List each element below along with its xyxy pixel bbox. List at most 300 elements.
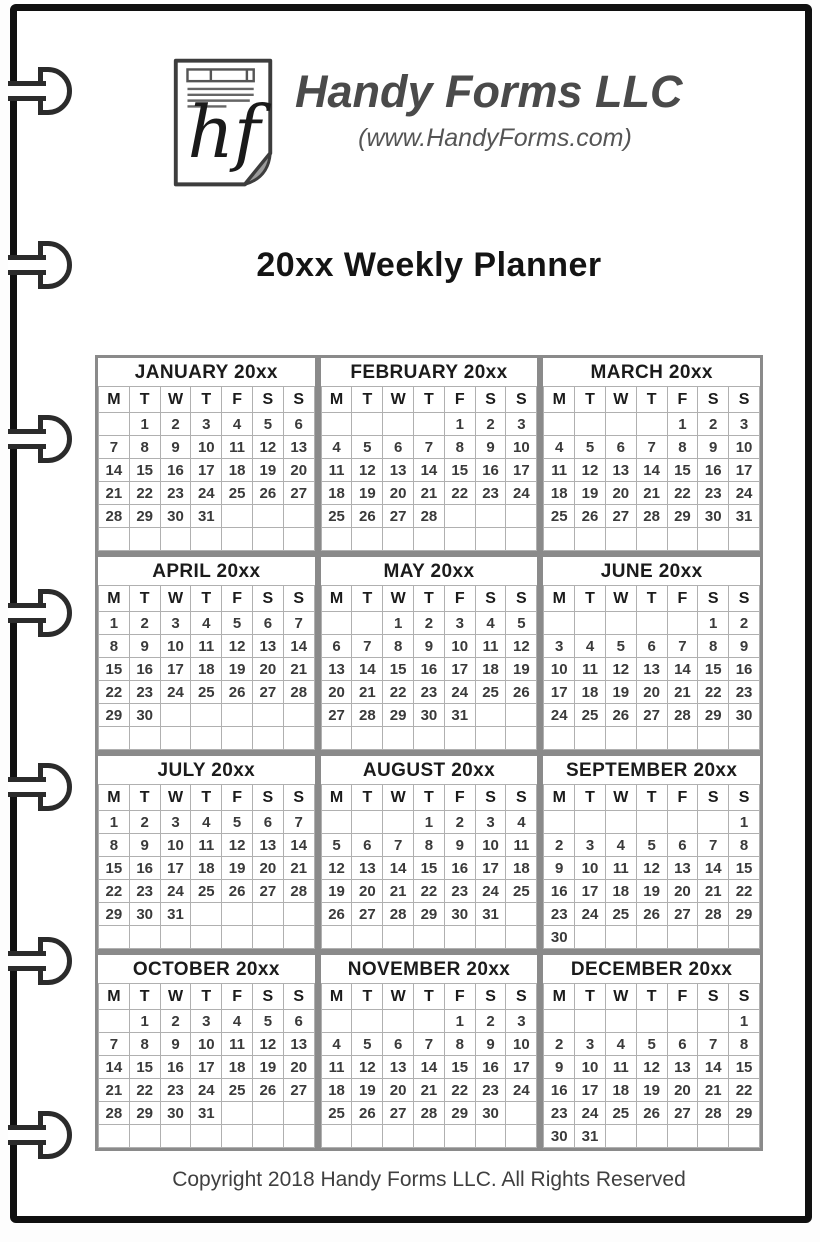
day-cell — [283, 704, 314, 727]
month-title: OCTOBER 20xx — [132, 959, 280, 980]
day-cell — [352, 612, 383, 635]
month-table — [98, 386, 315, 551]
week-row — [321, 1102, 537, 1125]
day-cell: 30 — [160, 1102, 191, 1125]
day-cell: 21 — [383, 880, 414, 903]
day-cell — [352, 528, 383, 551]
day-cell: 29 — [729, 1102, 760, 1125]
day-cell: 22 — [383, 681, 414, 704]
day-cell: 25 — [222, 1079, 253, 1102]
binder-ring-stem — [8, 951, 46, 971]
week-row — [544, 704, 760, 727]
month-table — [321, 983, 538, 1148]
day-cell: 20 — [252, 857, 283, 880]
day-cell: 31 — [729, 505, 760, 528]
day-cell: 4 — [544, 436, 575, 459]
week-row — [544, 658, 760, 681]
week-row — [99, 1079, 315, 1102]
month-table — [543, 386, 760, 551]
week-row — [544, 635, 760, 658]
day-cell: 16 — [544, 1079, 575, 1102]
day-header: F — [667, 984, 698, 1010]
week-row — [544, 1010, 760, 1033]
day-header: S — [506, 586, 537, 612]
day-header: M — [321, 387, 352, 413]
day-cell: 8 — [383, 635, 414, 658]
day-cell: 2 — [698, 413, 729, 436]
month-title: SEPTEMBER 20xx — [565, 760, 738, 781]
day-cell: 22 — [698, 681, 729, 704]
day-cell: 16 — [129, 658, 160, 681]
day-cell: 24 — [444, 681, 475, 704]
day-cell: 26 — [252, 1079, 283, 1102]
day-cell: 14 — [283, 834, 314, 857]
day-cell: 25 — [191, 681, 222, 704]
week-row — [321, 482, 537, 505]
day-cell: 14 — [99, 459, 130, 482]
day-cell: 24 — [475, 880, 506, 903]
day-cell — [444, 727, 475, 750]
day-header: F — [444, 586, 475, 612]
week-row — [321, 1125, 537, 1148]
week-row — [544, 505, 760, 528]
day-cell: 9 — [544, 1056, 575, 1079]
day-cell: 16 — [475, 459, 506, 482]
day-cell: 1 — [99, 612, 130, 635]
day-cell: 8 — [129, 1033, 160, 1056]
day-cell — [605, 528, 636, 551]
day-cell: 15 — [729, 857, 760, 880]
day-cell: 1 — [729, 1010, 760, 1033]
day-cell — [352, 413, 383, 436]
week-row — [99, 413, 315, 436]
day-header: S — [698, 785, 729, 811]
day-header: S — [252, 785, 283, 811]
day-cell: 3 — [160, 612, 191, 635]
logo-monogram: hf — [187, 90, 261, 175]
day-cell — [506, 1125, 537, 1148]
week-row — [544, 436, 760, 459]
day-cell — [283, 1125, 314, 1148]
day-header: S — [283, 785, 314, 811]
week-row — [99, 436, 315, 459]
day-cell — [506, 903, 537, 926]
day-cell: 19 — [575, 482, 606, 505]
day-header: F — [444, 387, 475, 413]
day-cell — [636, 528, 667, 551]
day-cell: 26 — [222, 681, 253, 704]
day-cell — [252, 1125, 283, 1148]
day-cell — [160, 727, 191, 750]
day-cell: 10 — [729, 436, 760, 459]
month-title: MAY 20xx — [383, 561, 475, 582]
day-cell — [160, 926, 191, 949]
day-cell: 3 — [475, 811, 506, 834]
day-cell — [636, 1125, 667, 1148]
day-cell: 26 — [636, 903, 667, 926]
day-cell — [383, 727, 414, 750]
day-header: T — [414, 387, 445, 413]
month-august — [318, 753, 541, 952]
week-row — [321, 658, 537, 681]
week-row — [321, 811, 537, 834]
day-cell: 16 — [444, 857, 475, 880]
week-row — [99, 1102, 315, 1125]
day-cell: 21 — [283, 857, 314, 880]
day-cell: 13 — [605, 459, 636, 482]
day-cell: 15 — [667, 459, 698, 482]
day-cell — [383, 926, 414, 949]
day-cell: 3 — [575, 834, 606, 857]
week-row — [321, 704, 537, 727]
day-cell — [352, 727, 383, 750]
day-cell: 27 — [252, 681, 283, 704]
day-cell: 29 — [129, 505, 160, 528]
day-cell: 8 — [444, 436, 475, 459]
month-title: JANUARY 20xx — [134, 362, 278, 383]
month-title: APRIL 20xx — [152, 561, 261, 582]
day-cell: 1 — [129, 1010, 160, 1033]
day-cell: 10 — [506, 1033, 537, 1056]
day-cell: 2 — [475, 413, 506, 436]
day-cell: 28 — [283, 880, 314, 903]
week-row — [544, 1056, 760, 1079]
day-cell: 20 — [283, 459, 314, 482]
day-cell: 9 — [475, 436, 506, 459]
day-cell — [575, 413, 606, 436]
day-cell — [605, 727, 636, 750]
day-cell — [414, 413, 445, 436]
day-cell: 14 — [283, 635, 314, 658]
day-cell: 23 — [544, 903, 575, 926]
day-header: M — [99, 984, 130, 1010]
day-cell — [698, 1010, 729, 1033]
day-cell: 3 — [506, 413, 537, 436]
day-cell: 3 — [506, 1010, 537, 1033]
day-cell: 9 — [160, 436, 191, 459]
day-cell — [99, 926, 130, 949]
day-cell: 18 — [575, 681, 606, 704]
week-row — [99, 612, 315, 635]
day-cell: 18 — [605, 880, 636, 903]
day-cell: 15 — [99, 658, 130, 681]
day-cell — [667, 1125, 698, 1148]
day-cell: 18 — [222, 1056, 253, 1079]
day-cell: 20 — [283, 1056, 314, 1079]
day-cell: 14 — [414, 459, 445, 482]
day-cell: 30 — [544, 1125, 575, 1148]
day-cell: 9 — [129, 834, 160, 857]
day-cell: 20 — [383, 1079, 414, 1102]
day-cell: 3 — [575, 1033, 606, 1056]
day-cell: 20 — [252, 658, 283, 681]
day-cell: 10 — [160, 834, 191, 857]
day-cell — [475, 704, 506, 727]
day-cell: 6 — [636, 635, 667, 658]
week-row — [99, 704, 315, 727]
day-cell — [667, 528, 698, 551]
day-cell — [414, 727, 445, 750]
week-row — [99, 459, 315, 482]
week-row — [99, 1056, 315, 1079]
day-cell: 28 — [414, 1102, 445, 1125]
day-cell: 22 — [444, 482, 475, 505]
day-header: T — [129, 984, 160, 1010]
day-cell: 26 — [506, 681, 537, 704]
day-cell: 23 — [475, 1079, 506, 1102]
day-cell: 8 — [444, 1033, 475, 1056]
week-row — [321, 857, 537, 880]
day-cell: 5 — [605, 635, 636, 658]
day-cell — [667, 612, 698, 635]
day-cell: 2 — [414, 612, 445, 635]
day-cell: 10 — [475, 834, 506, 857]
week-row — [99, 811, 315, 834]
day-cell — [575, 528, 606, 551]
day-cell: 19 — [252, 1056, 283, 1079]
day-header: T — [352, 586, 383, 612]
day-cell: 8 — [667, 436, 698, 459]
day-cell — [544, 612, 575, 635]
day-cell: 13 — [283, 1033, 314, 1056]
day-cell: 9 — [160, 1033, 191, 1056]
day-cell: 19 — [352, 1079, 383, 1102]
day-cell: 24 — [160, 880, 191, 903]
day-cell: 11 — [321, 459, 352, 482]
day-cell: 12 — [636, 1056, 667, 1079]
week-row — [544, 1125, 760, 1148]
day-header: T — [352, 984, 383, 1010]
month-table — [321, 585, 538, 750]
day-cell: 28 — [698, 1102, 729, 1125]
week-row — [99, 880, 315, 903]
month-table — [543, 585, 760, 750]
week-row — [99, 505, 315, 528]
day-cell: 12 — [222, 635, 253, 658]
day-cell: 10 — [444, 635, 475, 658]
day-cell: 18 — [605, 1079, 636, 1102]
month-title: AUGUST 20xx — [362, 760, 496, 781]
week-row — [99, 834, 315, 857]
day-cell: 11 — [222, 1033, 253, 1056]
day-cell — [544, 413, 575, 436]
day-cell — [321, 811, 352, 834]
day-cell: 11 — [506, 834, 537, 857]
day-cell: 20 — [383, 482, 414, 505]
day-header: S — [283, 984, 314, 1010]
day-header: M — [99, 785, 130, 811]
day-cell: 6 — [283, 1010, 314, 1033]
day-header: M — [99, 387, 130, 413]
binder-ring — [8, 241, 72, 289]
day-cell — [605, 1010, 636, 1033]
day-header: S — [252, 586, 283, 612]
day-cell — [222, 505, 253, 528]
day-cell: 21 — [414, 1079, 445, 1102]
day-header: S — [475, 586, 506, 612]
day-cell: 13 — [667, 1056, 698, 1079]
week-row — [544, 903, 760, 926]
day-cell: 7 — [99, 436, 130, 459]
day-cell — [191, 1125, 222, 1148]
day-cell: 8 — [414, 834, 445, 857]
day-cell: 19 — [252, 459, 283, 482]
day-cell — [605, 1125, 636, 1148]
day-cell: 26 — [352, 1102, 383, 1125]
month-title: MARCH 20xx — [590, 362, 713, 383]
week-row — [544, 528, 760, 551]
day-cell — [129, 926, 160, 949]
day-cell: 27 — [352, 903, 383, 926]
day-cell: 21 — [283, 658, 314, 681]
day-cell — [383, 1125, 414, 1148]
day-header: T — [575, 387, 606, 413]
day-cell: 20 — [667, 880, 698, 903]
day-cell — [605, 811, 636, 834]
month-july — [95, 753, 318, 952]
week-row — [544, 1033, 760, 1056]
day-cell — [636, 1010, 667, 1033]
day-cell — [729, 528, 760, 551]
day-cell: 30 — [129, 704, 160, 727]
day-cell: 30 — [444, 903, 475, 926]
day-cell: 17 — [191, 1056, 222, 1079]
day-cell — [444, 1125, 475, 1148]
day-cell: 29 — [667, 505, 698, 528]
day-cell: 15 — [129, 1056, 160, 1079]
day-cell — [475, 528, 506, 551]
day-cell: 23 — [544, 1102, 575, 1125]
day-cell: 1 — [667, 413, 698, 436]
day-cell: 22 — [99, 880, 130, 903]
day-cell: 15 — [698, 658, 729, 681]
day-cell — [506, 704, 537, 727]
day-cell — [414, 1010, 445, 1033]
day-cell: 12 — [321, 857, 352, 880]
day-cell — [667, 811, 698, 834]
day-cell: 3 — [191, 413, 222, 436]
day-header: F — [667, 586, 698, 612]
week-row — [544, 413, 760, 436]
day-cell: 27 — [605, 505, 636, 528]
week-row — [321, 1079, 537, 1102]
day-cell: 23 — [160, 1079, 191, 1102]
day-cell: 18 — [222, 459, 253, 482]
day-cell — [99, 413, 130, 436]
day-cell: 30 — [729, 704, 760, 727]
month-title: FEBRUARY 20xx — [350, 362, 508, 383]
day-cell: 19 — [352, 482, 383, 505]
day-header: M — [321, 785, 352, 811]
day-cell: 16 — [698, 459, 729, 482]
day-cell: 6 — [605, 436, 636, 459]
day-cell: 15 — [383, 658, 414, 681]
day-cell: 11 — [575, 658, 606, 681]
month-table — [543, 983, 760, 1148]
day-cell: 28 — [99, 505, 130, 528]
day-cell: 29 — [729, 903, 760, 926]
day-cell: 4 — [191, 811, 222, 834]
day-header: M — [544, 586, 575, 612]
day-header: F — [222, 785, 253, 811]
day-cell: 21 — [352, 681, 383, 704]
day-cell: 6 — [383, 436, 414, 459]
binder-ring-stem — [8, 81, 46, 101]
day-cell: 26 — [222, 880, 253, 903]
week-row — [321, 834, 537, 857]
day-cell: 13 — [667, 857, 698, 880]
day-cell: 3 — [444, 612, 475, 635]
day-cell: 14 — [352, 658, 383, 681]
day-cell: 2 — [729, 612, 760, 635]
day-header: S — [283, 387, 314, 413]
day-cell: 24 — [191, 1079, 222, 1102]
day-cell: 25 — [222, 482, 253, 505]
day-header: W — [160, 387, 191, 413]
month-november — [318, 952, 541, 1151]
day-cell: 23 — [129, 681, 160, 704]
month-february — [318, 355, 541, 554]
day-cell: 16 — [129, 857, 160, 880]
day-cell: 26 — [636, 1102, 667, 1125]
day-header: T — [129, 586, 160, 612]
page-title: 20xx Weekly Planner — [256, 246, 602, 284]
day-cell — [283, 903, 314, 926]
day-cell: 16 — [729, 658, 760, 681]
day-cell — [283, 1102, 314, 1125]
week-row — [544, 880, 760, 903]
day-cell: 23 — [160, 482, 191, 505]
day-cell — [667, 727, 698, 750]
day-cell — [729, 727, 760, 750]
day-cell — [160, 528, 191, 551]
week-row — [99, 635, 315, 658]
day-cell — [252, 505, 283, 528]
binder-ring — [8, 415, 72, 463]
day-cell — [160, 704, 191, 727]
day-cell — [129, 1125, 160, 1148]
day-header: S — [252, 387, 283, 413]
day-cell: 10 — [575, 857, 606, 880]
day-cell: 5 — [636, 834, 667, 857]
day-header: T — [191, 785, 222, 811]
day-cell — [222, 1102, 253, 1125]
day-cell — [191, 727, 222, 750]
day-cell: 22 — [729, 1079, 760, 1102]
day-cell: 2 — [129, 811, 160, 834]
month-title: JUNE 20xx — [600, 561, 703, 582]
day-cell: 24 — [506, 482, 537, 505]
day-cell: 2 — [129, 612, 160, 635]
day-cell: 4 — [321, 1033, 352, 1056]
binder-ring-stem — [8, 777, 46, 797]
day-cell — [191, 926, 222, 949]
week-row — [99, 903, 315, 926]
day-cell — [414, 926, 445, 949]
day-cell — [636, 811, 667, 834]
day-header: W — [383, 586, 414, 612]
day-cell: 11 — [475, 635, 506, 658]
day-header: S — [506, 984, 537, 1010]
day-cell: 21 — [698, 880, 729, 903]
day-cell: 7 — [698, 834, 729, 857]
day-cell: 6 — [383, 1033, 414, 1056]
day-cell — [698, 811, 729, 834]
day-cell: 12 — [575, 459, 606, 482]
day-header: S — [475, 785, 506, 811]
day-cell: 27 — [283, 1079, 314, 1102]
day-cell — [283, 528, 314, 551]
